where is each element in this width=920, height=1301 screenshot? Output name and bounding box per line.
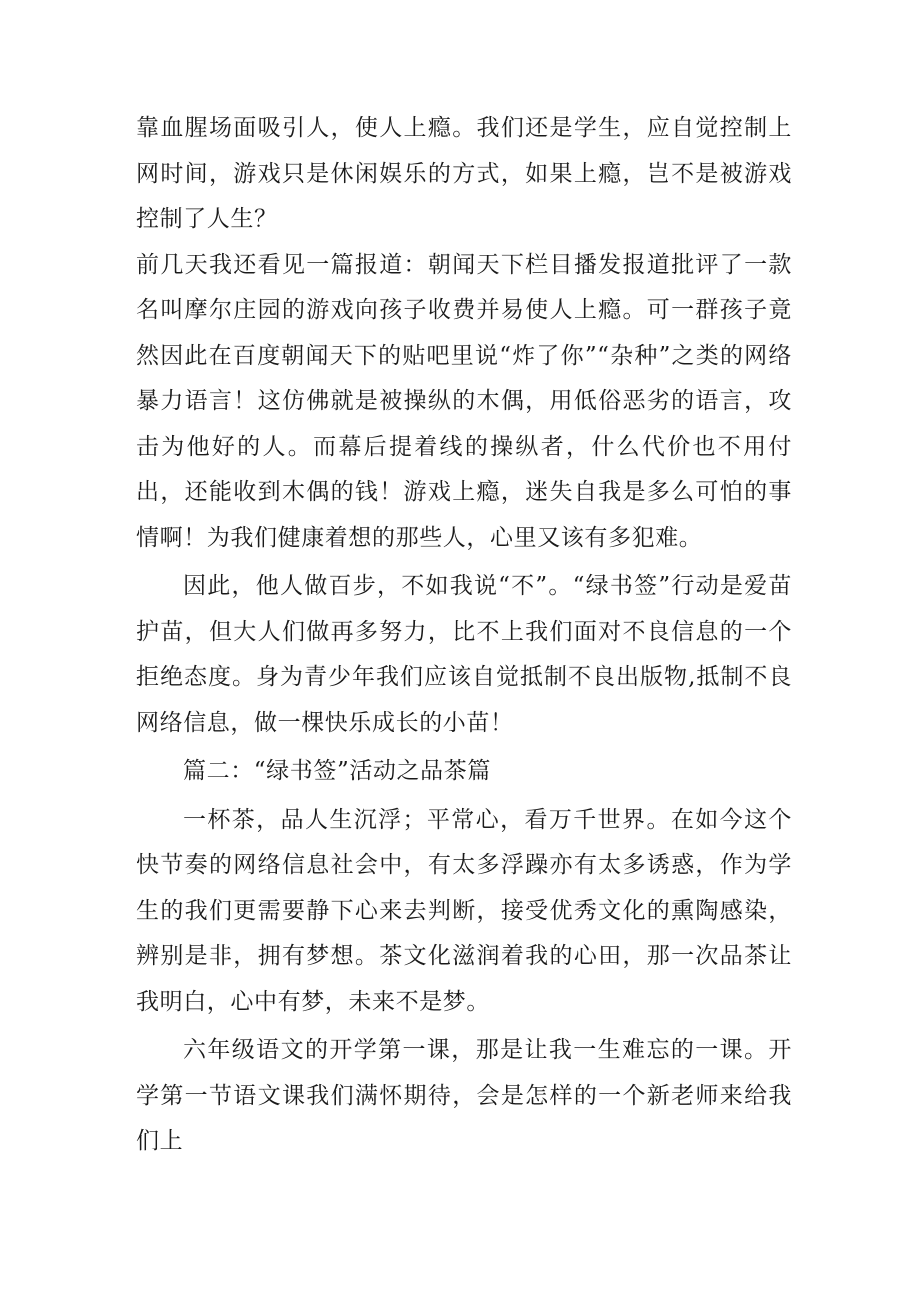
- paragraph-game-addiction-end: 靠血腥场面吸引人，使人上瘾。我们还是学生，应自觉控制上网时间，游戏只是休闲娱乐的方式，如果上瘾，岂不是被游戏控制了人生？: [136, 115, 792, 232]
- document-body: [136, 106, 792, 1165]
- paragraph-conclusion: 因此，他人做百步，不如我说“不”。“绿书签”行动是爱苗护苗，但大人们做再多努力，比不上我们面对不良信息的一个拒绝态度。身为青少年我们应该自觉抵制不良出版物,抵制不良网络信息，做一棵快乐成长的小苗！: [136, 573, 792, 736]
- paragraph-first-lesson: 六年级语文的开学第一课，那是让我一生难忘的一课。开学第一节语文课我们满怀期待，会是怎样的一个新老师来给我们上: [136, 1037, 792, 1154]
- paragraph-tea-intro: 一杯茶，品人生沉浮；平常心，看万千世界。在如今这个快节奏的网络信息社会中，有太多浮躁亦有太多诱惑，作为学生的我们更需要静下心来去判断，接受优秀文化的熏陶感染，辨别是非，拥有梦想。茶文化滋润着我的心田，那一次品茶让我明白，心中有梦，未来不是梦。: [136, 806, 792, 1015]
- section-heading: 篇二：“绿书签”活动之品茶篇: [183, 758, 491, 784]
- paragraph-news-report: 前几天我还看见一篇报道：朝闻天下栏目播发报道批评了一款名叫摩尔庄园的游戏向孩子收费并易使人上瘾。可一群孩子竟然因此在百度朝闻天下的贴吧里说“炸了你”“杂种”之类的网络暴力语言！这仿佛就是被操纵的木偶，用低俗恶劣的语言，攻击为他好的人。而幕后提着线的操纵者，什么代价也不用付出，还能收到木偶的钱！游戏上瘾，迷失自我是多么可怕的事情啊！为我们健康着想的那些人，心里又该有多犯难。: [136, 251, 792, 551]
